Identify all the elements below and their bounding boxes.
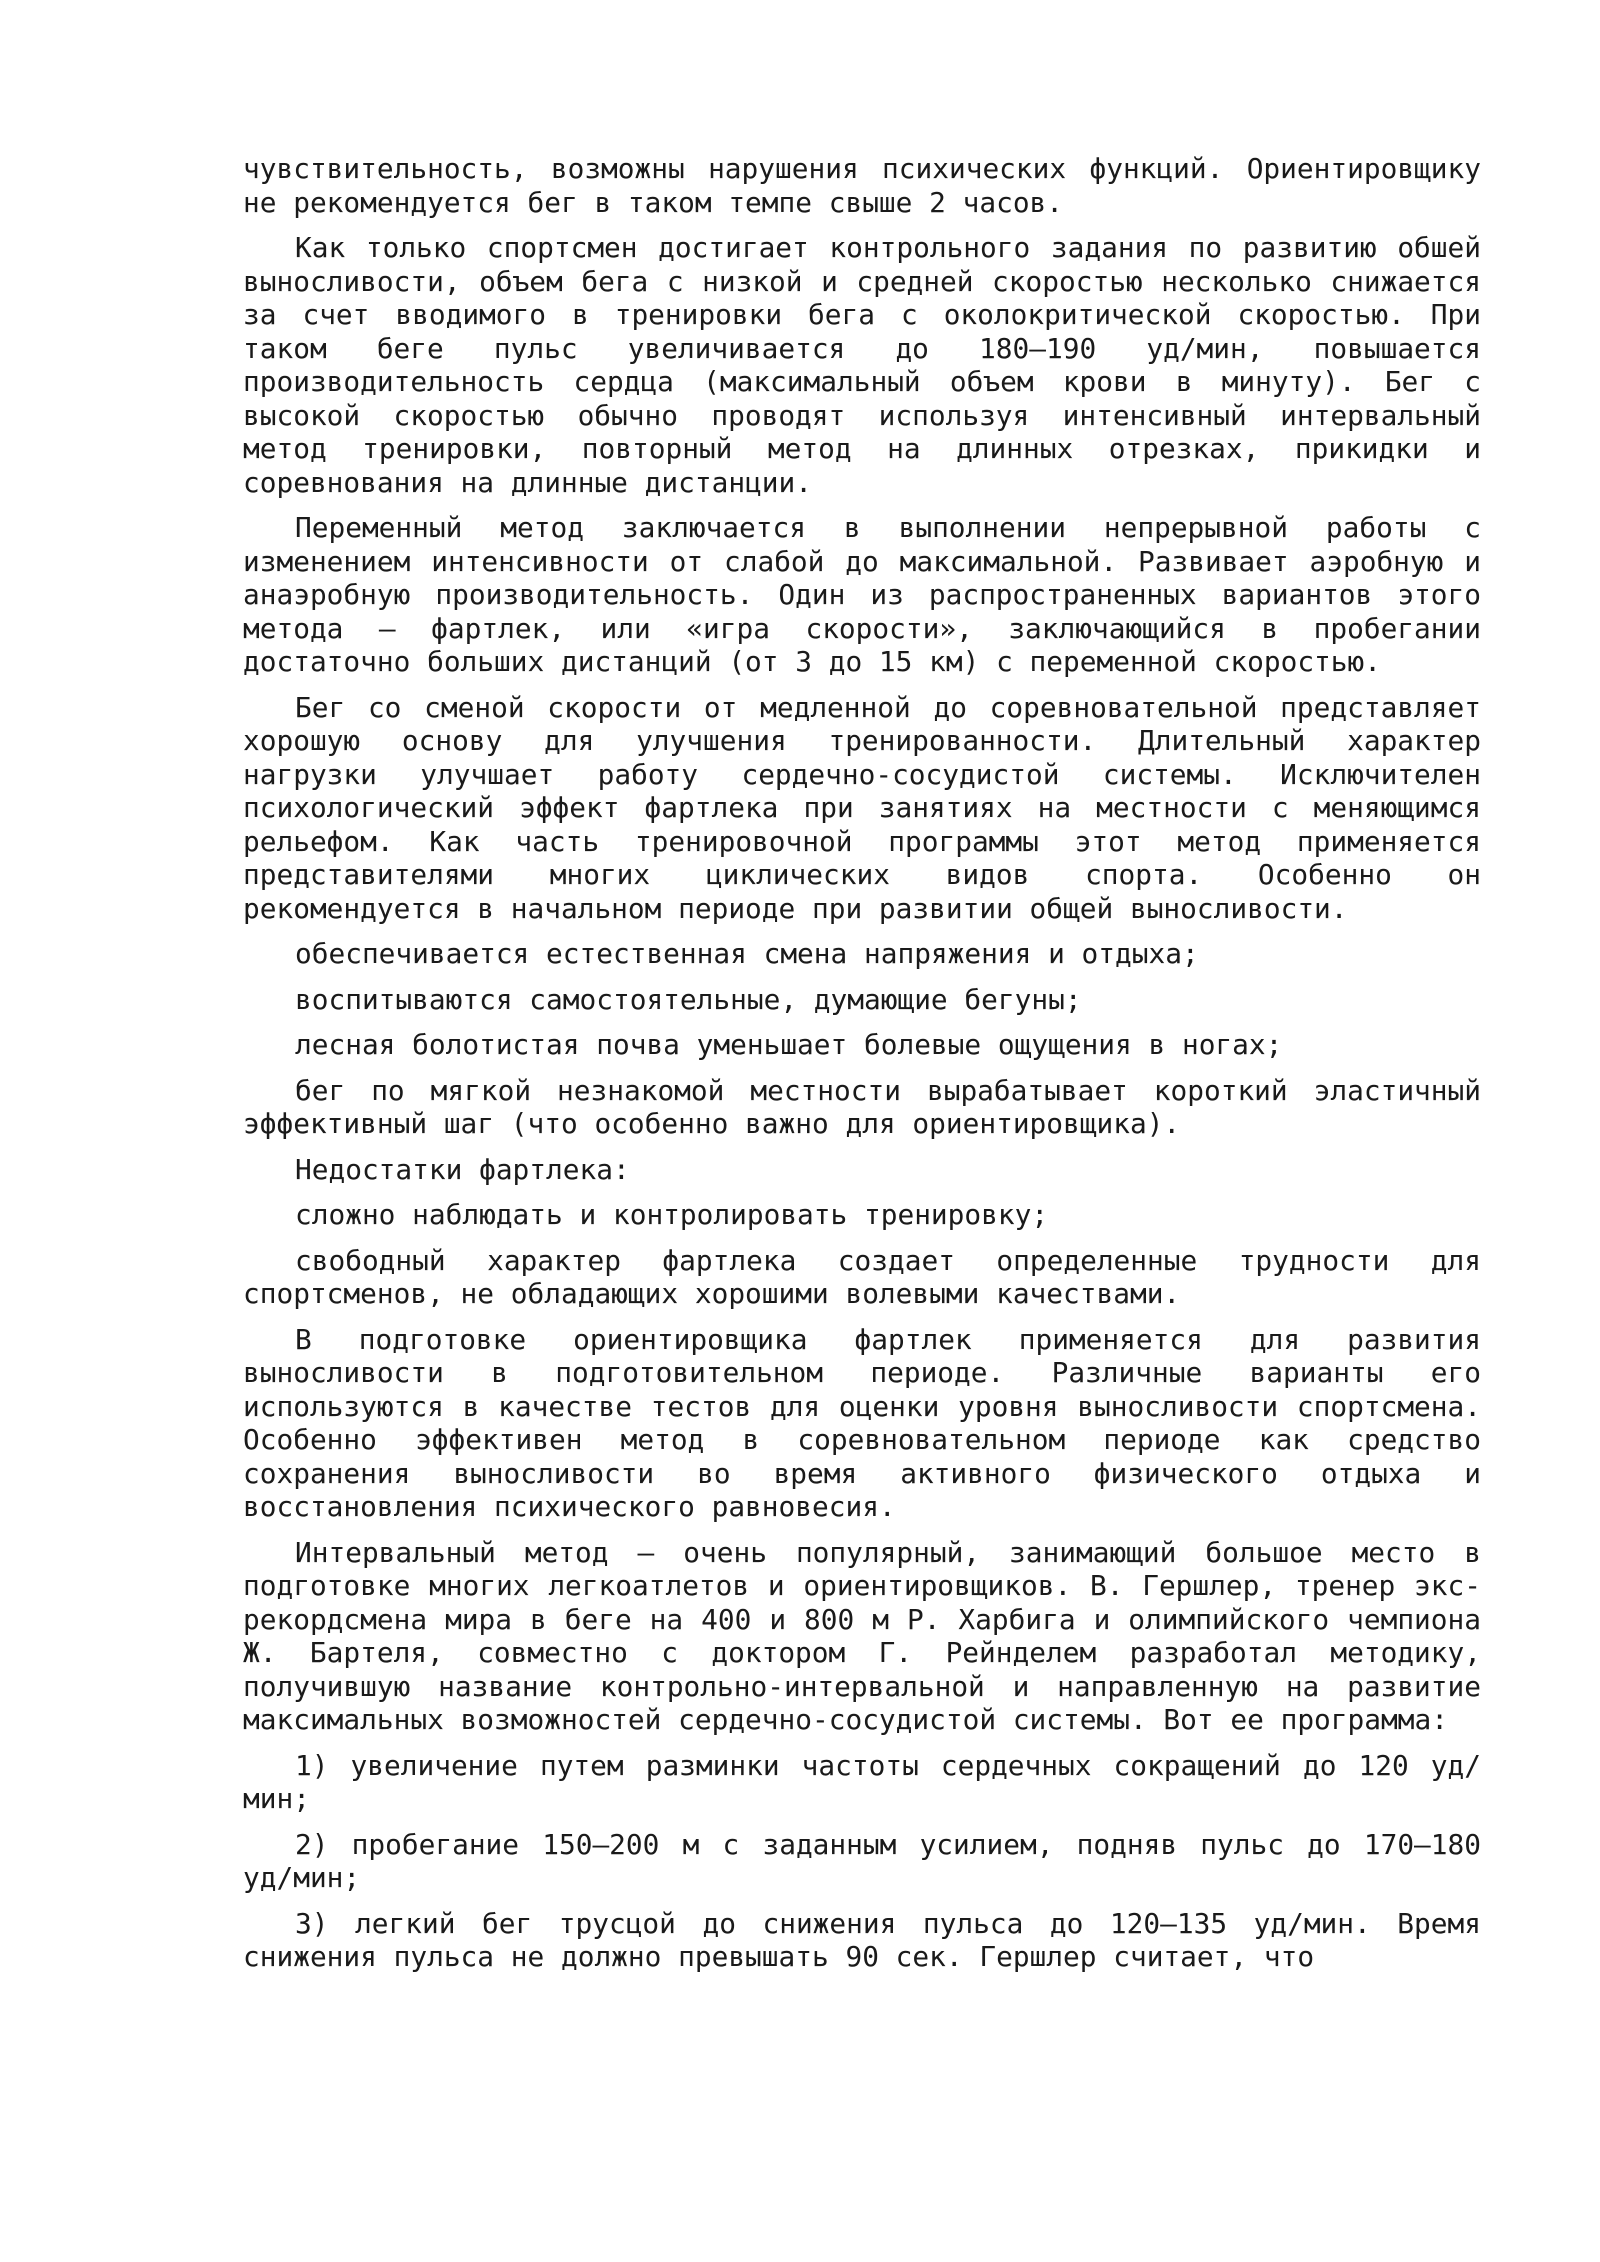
list-item-2: воспитываются самостоятельные, думающие бегуны; xyxy=(295,982,1082,1016)
program-step-3: 3) легкий бег трусцой до снижения пульса до 120—135 уд/мин. Время снижения пульса не должно превышать 90 сек. Гершлер считает, что xyxy=(243,1906,1481,1973)
program-step-2: 2) пробегание 150—200 м с заданным усилием, подняв пульс до 170—180 уд/мин; xyxy=(243,1827,1481,1894)
paragraph-6: Интервальный метод — очень популярный, занимающий большое место в подготовке многих легкоатлетов и ориентировщиков. В. Гершлер, тренер экс-рекордсмена мира в беге на 400 и 800 м Р. Харбига и олимпийского чемпиона Ж. Бартеля, совместно с доктором Г. Рейнделем разработал методику, получившую название контрольно-интервальной и направленную на развитие максимальных возможностей сердечно-сосудистой системы. Вот ее программа: xyxy=(243,1535,1481,1736)
list-item-4: бег по мягкой незнакомой местности вырабатывает короткий эластичный эффективный шаг (что особенно важно для ориентировщика). xyxy=(243,1073,1481,1140)
paragraph-3: Переменный метод заключается в выполнении непрерывной работы с изменением интенсивности от слабой до максимальной. Развивает аэробную и анаэробную производительность. Один из распространенных вариантов этого метода — фартлек, или «игра скорости», заключающийся в пробегании достаточно больших дистанций (от 3 до 15 км) с переменной скоростью. xyxy=(243,511,1481,678)
list-item-3: лесная болотистая почва уменьшает болевые ощущения в ногах; xyxy=(295,1028,1283,1061)
list-item-1: обеспечивается естественная смена напряжения и отдыха; xyxy=(295,937,1199,970)
program-step-1: 1) увеличение путем разминки частоты сердечных сокращений до 120 уд/мин; xyxy=(243,1748,1481,1815)
list-item-5: сложно наблюдать и контролировать тренировку; xyxy=(295,1198,1049,1231)
section-heading: Недостатки фартлека: xyxy=(295,1152,630,1186)
paragraph-1: чувствительность, возможны нарушения психических функций. Ориентировщику не рекомендуется бег в таком темпе свыше 2 часов. xyxy=(243,152,1481,219)
paragraph-4: Бег со сменой скорости от медленной до соревновательной представляет хорошую основу для улучшения тренированности. Длительный характер нагрузки улучшает работу сердечно-сосудистой системы. Исключителен психологический эффект фартлека при занятиях на местности с меняющимся рельефом. Как часть тренировочной программы этот метод применяется представителями многих циклических видов спорта. Особенно он рекомендуется в начальном периоде при развитии общей выносливости. xyxy=(243,690,1481,925)
paragraph-2: Как только спортсмен достигает контрольного задания по развитию обшей выносливости, объем бега с низкой и средней скоростью несколько снижается за счет вводимого в тренировки бега с околокритической скоростью. При таком беге пульс увеличивается до 180—190 уд/мин, повышается производительность сердца (максимальный объем крови в минуту). Бег с высокой скоростью обычно проводят используя интенсивный интервальный метод тренировки, повторный метод на длинных отрезках, прикидки и соревнования на длинные дистанции. xyxy=(243,231,1481,499)
paragraph-5: В подготовке ориентировщика фартлек применяется для развития выносливости в подготовительном периоде. Различные варианты его используются в качестве тестов для оценки уровня выносливости спортсмена. Особенно эффективен метод в соревновательном периоде как средство сохранения выносливости во время активного физического отдыха и восстановления психического равновесия. xyxy=(243,1322,1481,1523)
document-page xyxy=(243,152,1481,1986)
list-item-6: свободный характер фартлека создает определенные трудности для спортсменов, не обладающих хорошими волевыми качествами. xyxy=(243,1243,1481,1310)
